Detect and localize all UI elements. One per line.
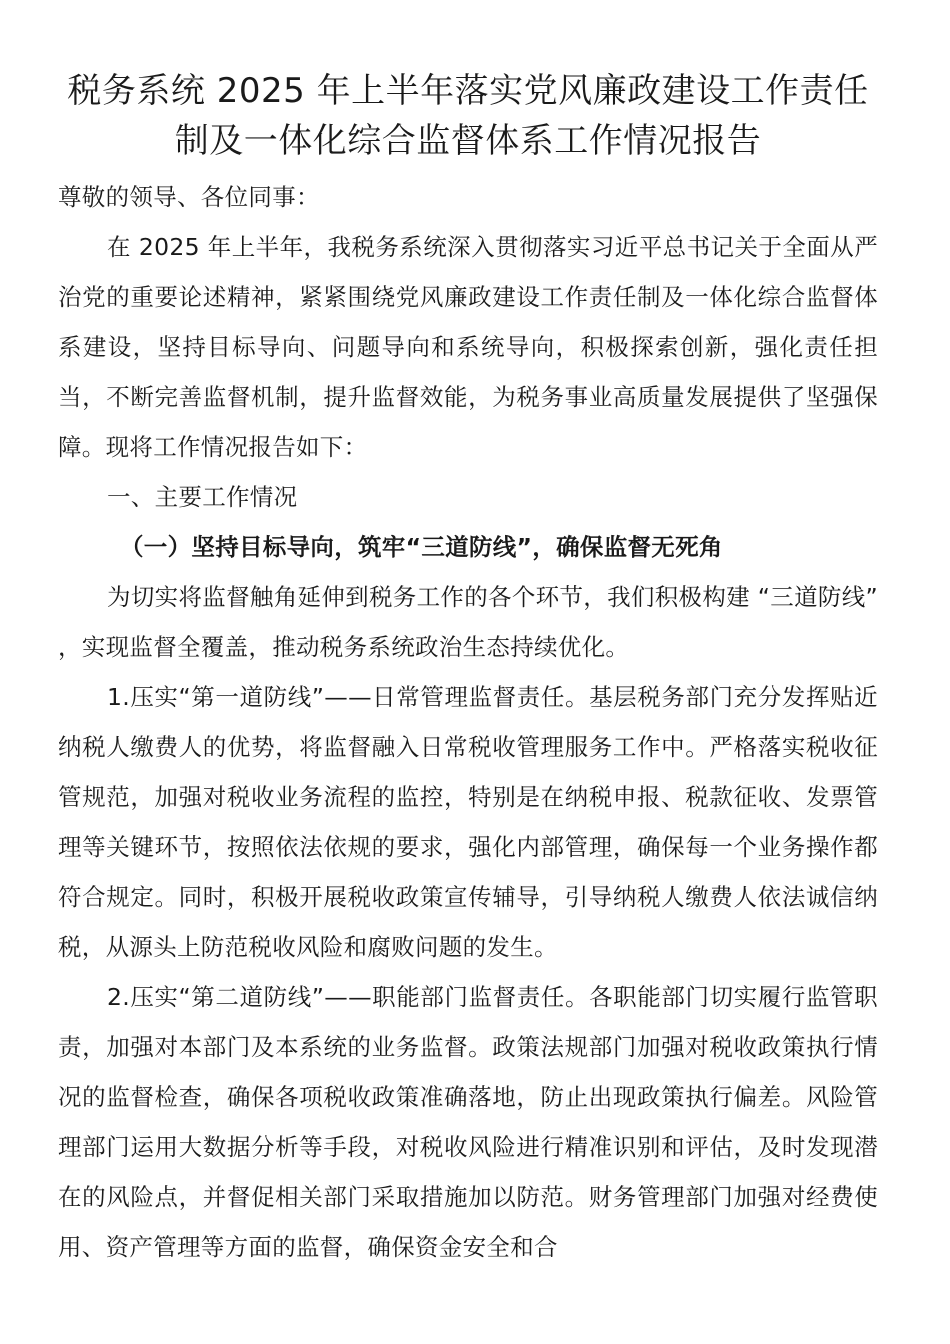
body-paragraph-1: 为切实将监督触角延伸到税务工作的各个环节，我们积极构建 “三道防线” ，实现监督全覆盖，推动税务系统政治生态持续优化。 — [58, 583, 878, 661]
salutation: 尊敬的领导、各位同事： — [58, 183, 320, 211]
section-heading: 一、主要工作情况 — [107, 483, 298, 511]
body-paragraph-2: 1.压实“第一道防线”——日常管理监督责任。基层税务部门充分发挥贴近纳税人缴费人的优势，将监督融入日常税收管理服务工作中。严格落实税收征管规范，加强对税收业务流程的监控，特别是在纳税申报、税款征收、发票管理等关键环节，按照依法依规的要求，强化内部管理，确保每一个业务操作都符合规定。同时，积极开展税收政策宣传辅导，引导纳税人缴费人依法诚信纳税，从源头上防范税收风险和腐败问题的发生。 — [58, 683, 878, 961]
title-line-1: 税务系统 2025 年上半年落实党风廉政建设工作责任 — [67, 71, 869, 111]
subsection-heading: （一）坚持目标导向，筑牢“三道防线”，确保监督无死角 — [120, 533, 723, 561]
intro-paragraph: 在 2025 年上半年，我税务系统深入贯彻落实习近平总书记关于全面从严治党的重要论述精神，紧紧围绕党风廉政建设工作责任制及一体化综合监督体系建设，坚持目标导向、问题导向和系统导向，积极探索创新，强化责任担当，不断完善监督机制，提升监督效能，为税务事业高质量发展提供了坚强保障。现将工作情况报告如下： — [58, 233, 878, 461]
title-line-2: 制及一体化综合监督体系工作情况报告 — [174, 121, 762, 161]
body-paragraph-3: 2.压实“第二道防线”——职能部门监督责任。各职能部门切实履行监管职责，加强对本部门及本系统的业务监督。政策法规部门加强对税收政策执行情况的监督检查，确保各项税收政策准确落地，防止出现政策执行偏差。风险管理部门运用大数据分析等手段，对税收风险进行精准识别和评估，及时发现潜在的风险点，并督促相关部门采取措施加以防范。财务管理部门加强对经费使用、资产管理等方面的监督，确保资金安全和合 — [58, 983, 878, 1261]
document-title — [58, 66, 878, 166]
